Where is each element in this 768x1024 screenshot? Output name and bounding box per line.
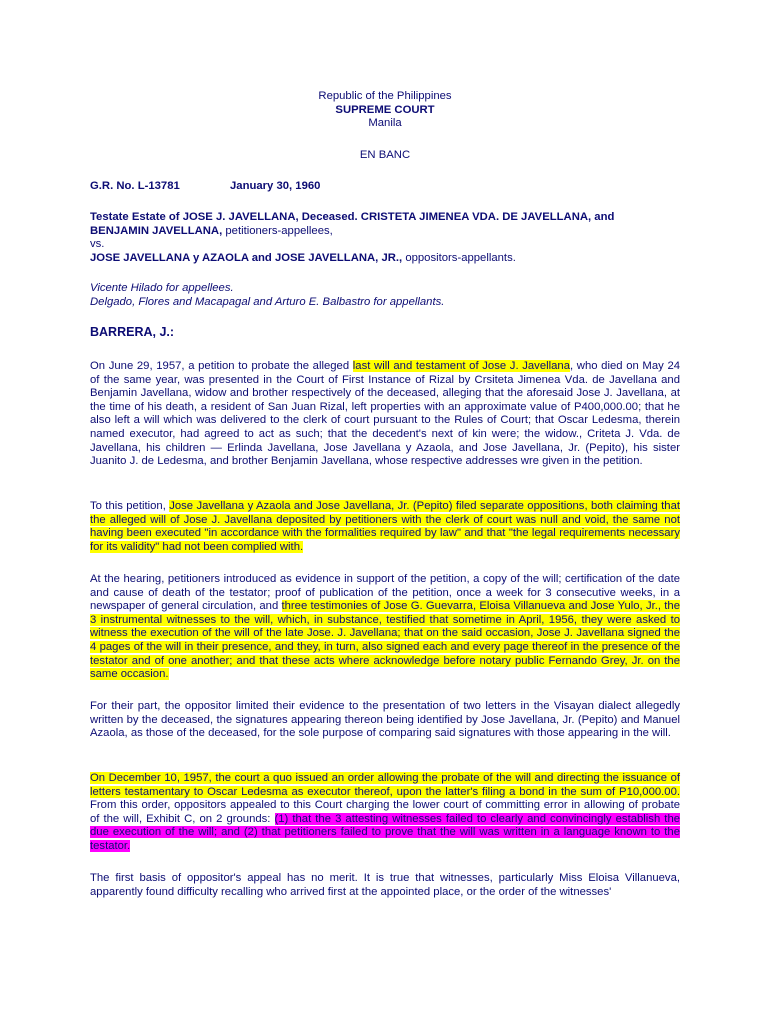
p4-text: For their part, the oppositor limited their evidence to the presentation of two letters in the Visayan dialect allegedly written by the deceased, the signatures appearing thereon being identified by Jose Javellana, Jr. (Pepito) and Manuel Azaola, as those of the deceased, for the sole purpose of comparing said signatures with those appearing in the will. bbox=[90, 700, 680, 740]
paragraph-3 bbox=[90, 573, 680, 682]
republic-line: Republic of the Philippines bbox=[318, 90, 452, 102]
case-title-line2-role: petitioners-appellees, bbox=[222, 224, 333, 237]
division-label: EN BANC bbox=[359, 149, 411, 161]
p3-highlight: three testimonies of Jose G. Guevarra, Eloisa Villanueva and Jose Yulo, Jr., the 3 instrumental witnesses to the will, which, in substance, testified that sometime in April, 1956, they were asked to witness the execution of the will of the late Jose. J. Javellana; that on the said occasion, Jose J. Javellana signed the 4 pages of the will in their presence, and they, in turn, also signed each and every page thereof in the presence of the testator and of one another; and that these acts where acknowledge before notary public Fernando Grey, Jr. on the same occasion. bbox=[90, 600, 680, 681]
division-line bbox=[90, 149, 680, 163]
p2-text-a: To this petition, bbox=[90, 500, 170, 512]
gr-number: G.R. No. L-13781 bbox=[90, 180, 180, 192]
court-header bbox=[90, 90, 680, 131]
p1-text-a: On June 29, 1957, a petition to probate the alleged bbox=[90, 360, 353, 372]
ponente-name: BARRERA, J.: bbox=[90, 325, 175, 339]
paragraph-1 bbox=[90, 360, 680, 469]
case-title-vs: vs. bbox=[90, 238, 105, 251]
p2-highlight: Jose Javellana y Azaola and Jose Javellana, Jr. (Pepito) filed separate oppositions, both claiming that the alleged will of Jose J. Javellana deposited by petitioners with the clerk of court was null and void, the same not having been executed "in accordance with the formalities required by law" and that "the legal requirements necessary for its validity" had not been complied with. bbox=[90, 500, 680, 553]
p5-highlight-magenta: (1) that the 3 attesting witnesses failed to clearly and convincingly establish the due execution of the will; and (2) that petitioners failed to prove that the will was written in a language known to the testator. bbox=[90, 812, 681, 852]
court-city: Manila bbox=[368, 117, 402, 130]
case-number-row bbox=[90, 180, 680, 194]
p3-text-a: At the hearing, petitioners introduced as evidence in support of the petition, a copy of the will; certification of the date and cause of death of the testator; proof of publication of the petition, once a week for 3 consecutive weeks, in a newspaper of general circulation, and bbox=[90, 573, 680, 613]
p5-highlight: On December 10, 1957, the court a quo issued an order allowing the probate of the will and directing the issuance of letters testamentary to Oscar Ledesma as executor thereof, upon the latter's filing a bond in the sum of P10,000.00. bbox=[90, 772, 680, 798]
ponente bbox=[90, 326, 680, 340]
paragraph-4 bbox=[90, 700, 680, 741]
counsel-appellees: Vicente Hilado for appellees. bbox=[90, 282, 234, 294]
p5-text-a: From this order, oppositors appealed to this Court charging the lower court of committing error in allowing of probate of the will, Exhibit C, on 2 grounds: bbox=[90, 799, 680, 825]
court-name: SUPREME COURT bbox=[335, 103, 435, 116]
case-title-line3-bold: JOSE JAVELLANA y AZAOLA and JOSE JAVELLANA, JR., bbox=[90, 251, 403, 264]
p6-text: The first basis of oppositor's appeal has no merit. It is true that witnesses, particularly Miss Eloisa Villanueva, apparently found difficulty recalling who arrived first at the appointed place, or the order of the witnesses' bbox=[90, 872, 680, 898]
paragraph-6 bbox=[90, 872, 680, 899]
p1-text-b: , who died on May 24 of the same year, was presented in the Court of First Instance of Rizal by Crsiteta Jimenea Vda. de Javellana and Benjamin Javellana, widow and brother respectively of the deceased, alleging that the aforesaid Jose J. Javellana, at the time of his death, a resident of San Juan Rizal, left properties with an approximate value of P400,000.00; that he also left a will which was delivered to the clerk of court pursuant to the Rules of Court; that Oscar Ledesma, therein named executor, had agreed to act as such; that the decedent's next of kin were; the widow., Criteta J. Vda. de Javellana, his children — Erlinda Javellana, Jose Javellana y Azaola, and Jose Javellana, Jr. (Pepito), his sister Juanito J. de Ledesma, and brother Benjamin Javellana, whose respective addresses wre given in the petition. bbox=[90, 360, 681, 468]
case-title-line3-role: oppositors-appellants. bbox=[402, 251, 516, 264]
case-title-line2-bold: BENJAMIN JAVELLANA, bbox=[90, 224, 223, 237]
case-title-line1: Testate Estate of JOSE J. JAVELLANA, Deceased. CRISTETA JIMENEA VDA. DE JAVELLANA, and bbox=[90, 211, 615, 223]
case-title bbox=[90, 211, 680, 265]
decision-date: January 30, 1960 bbox=[230, 180, 321, 192]
counsel-appellants: Delgado, Flores and Macapagal and Arturo E. Balbastro for appellants. bbox=[90, 295, 445, 308]
counsel-block bbox=[90, 282, 680, 309]
p1-highlight: last will and testament of Jose J. Javellana bbox=[352, 360, 570, 372]
paragraph-5 bbox=[90, 772, 680, 854]
paragraph-2 bbox=[90, 500, 680, 554]
